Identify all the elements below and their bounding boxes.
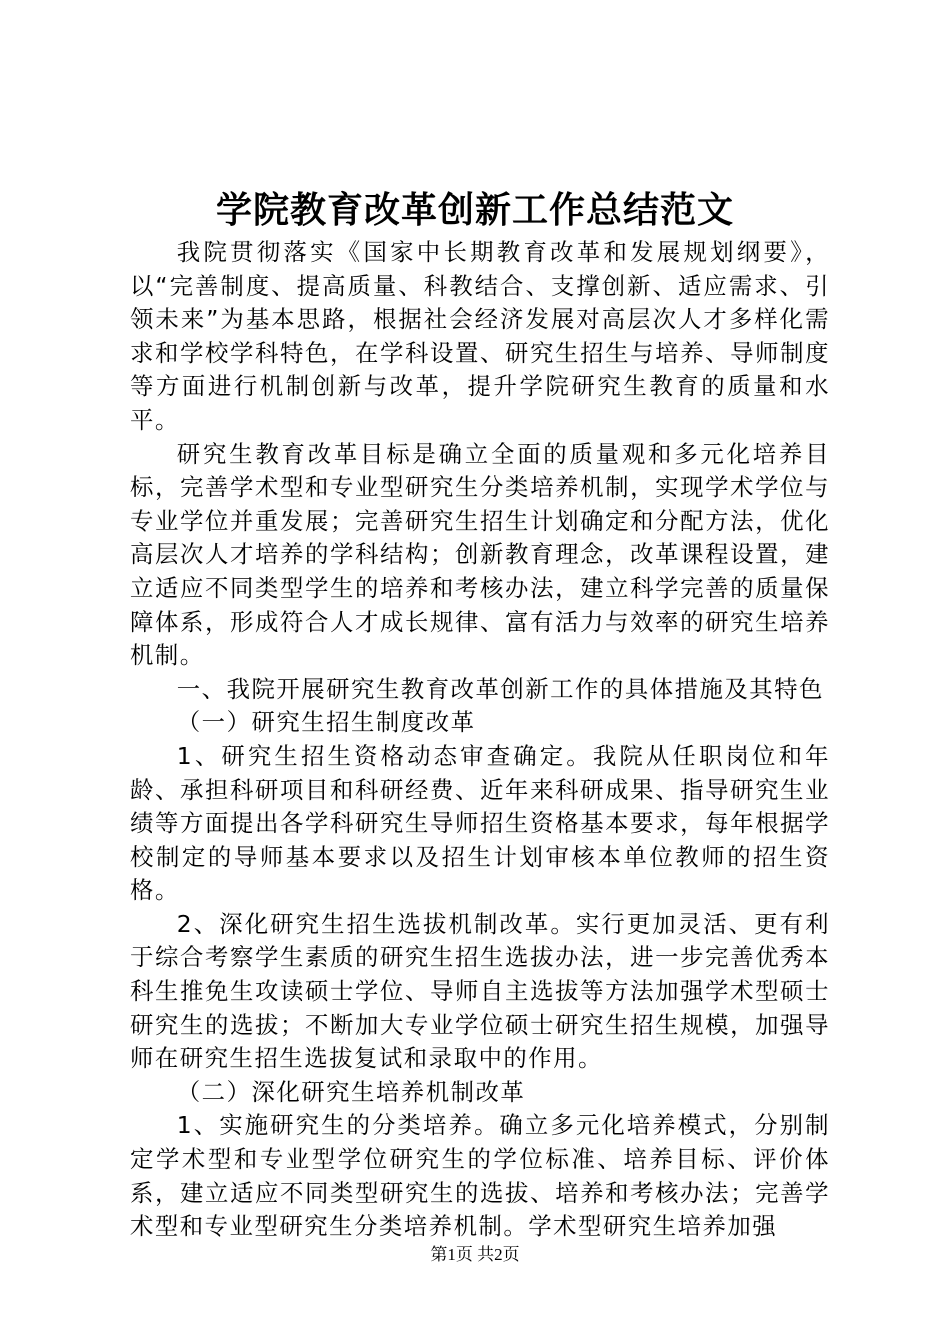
paragraph-goals: 研究生教育改革目标是确立全面的质量观和多元化培养目标，完善学术型和专业型研究生分类培养机制，实现学术学位与专业学位并重发展；完善研究生招生计划确定和分配方法，优化高层次人才培养的学科结构；创新教育理念，改革课程设置，建立适应不同类型学生的培养和考核办法，建立科学完善的质量保障体系，形成符合人才成长规律、富有活力与效率的研究生培养机制。 — [130, 439, 830, 670]
paragraph-intro: 我院贯彻落实《国家中长期教育改革和发展规划纲要》，以“完善制度、提高质量、科教结合、支撑创新、适应需求、引领未来”为基本思路，根据社会经济发展对高层次人才多样化需求和学校学科特色，在学科设置、研究生招生与培养、导师制度等方面进行机制创新与改革，提升学院研究生教育的质量和水平。 — [130, 238, 830, 434]
subsection-heading-2: （二）深化研究生培养机制改革 — [176, 1077, 526, 1106]
document-title: 学院教育改革创新工作总结范文 — [215, 189, 734, 231]
page-footer: 第1页 共2页 — [430, 1245, 520, 1264]
paragraph-admission-selection: 2、深化研究生招生选拔机制改革。实行更加灵活、更有利于综合考察学生素质的研究生招生选拔办法，进一步完善优秀本科生推免生攻读硕士学位、导师自主选拔等方法加强学术型硕士研究生的选拔；不断加大专业学位硕士研究生招生规模，加强导师在研究生招生选拔复试和录取中的作用。 — [130, 909, 830, 1073]
paragraph-classified-training: 1、实施研究生的分类培养。确立多元化培养模式，分别制定学术型和专业型学位研究生的学位标准、培养目标、评价体系，建立适应不同类型研究生的选拔、培养和考核办法；完善学术型和专业型研究生分类培养机制。学术型研究生培养加强 — [130, 1111, 830, 1241]
subsection-heading-1: （一）研究生招生制度改革 — [176, 708, 476, 737]
document-body — [130, 236, 830, 1244]
paragraph-admission-qualification: 1、研究生招生资格动态审查确定。我院从任职岗位和年龄、承担科研项目和科研经费、近年来科研成果、指导研究生业绩等方面提出各学科研究生导师招生资格基本要求，每年根据学校制定的导师基本要求以及招生计划审核本单位教师的招生资格。 — [130, 741, 830, 905]
section-heading-1: 一、我院开展研究生教育改革创新工作的具体措施及其特色 — [176, 674, 824, 703]
